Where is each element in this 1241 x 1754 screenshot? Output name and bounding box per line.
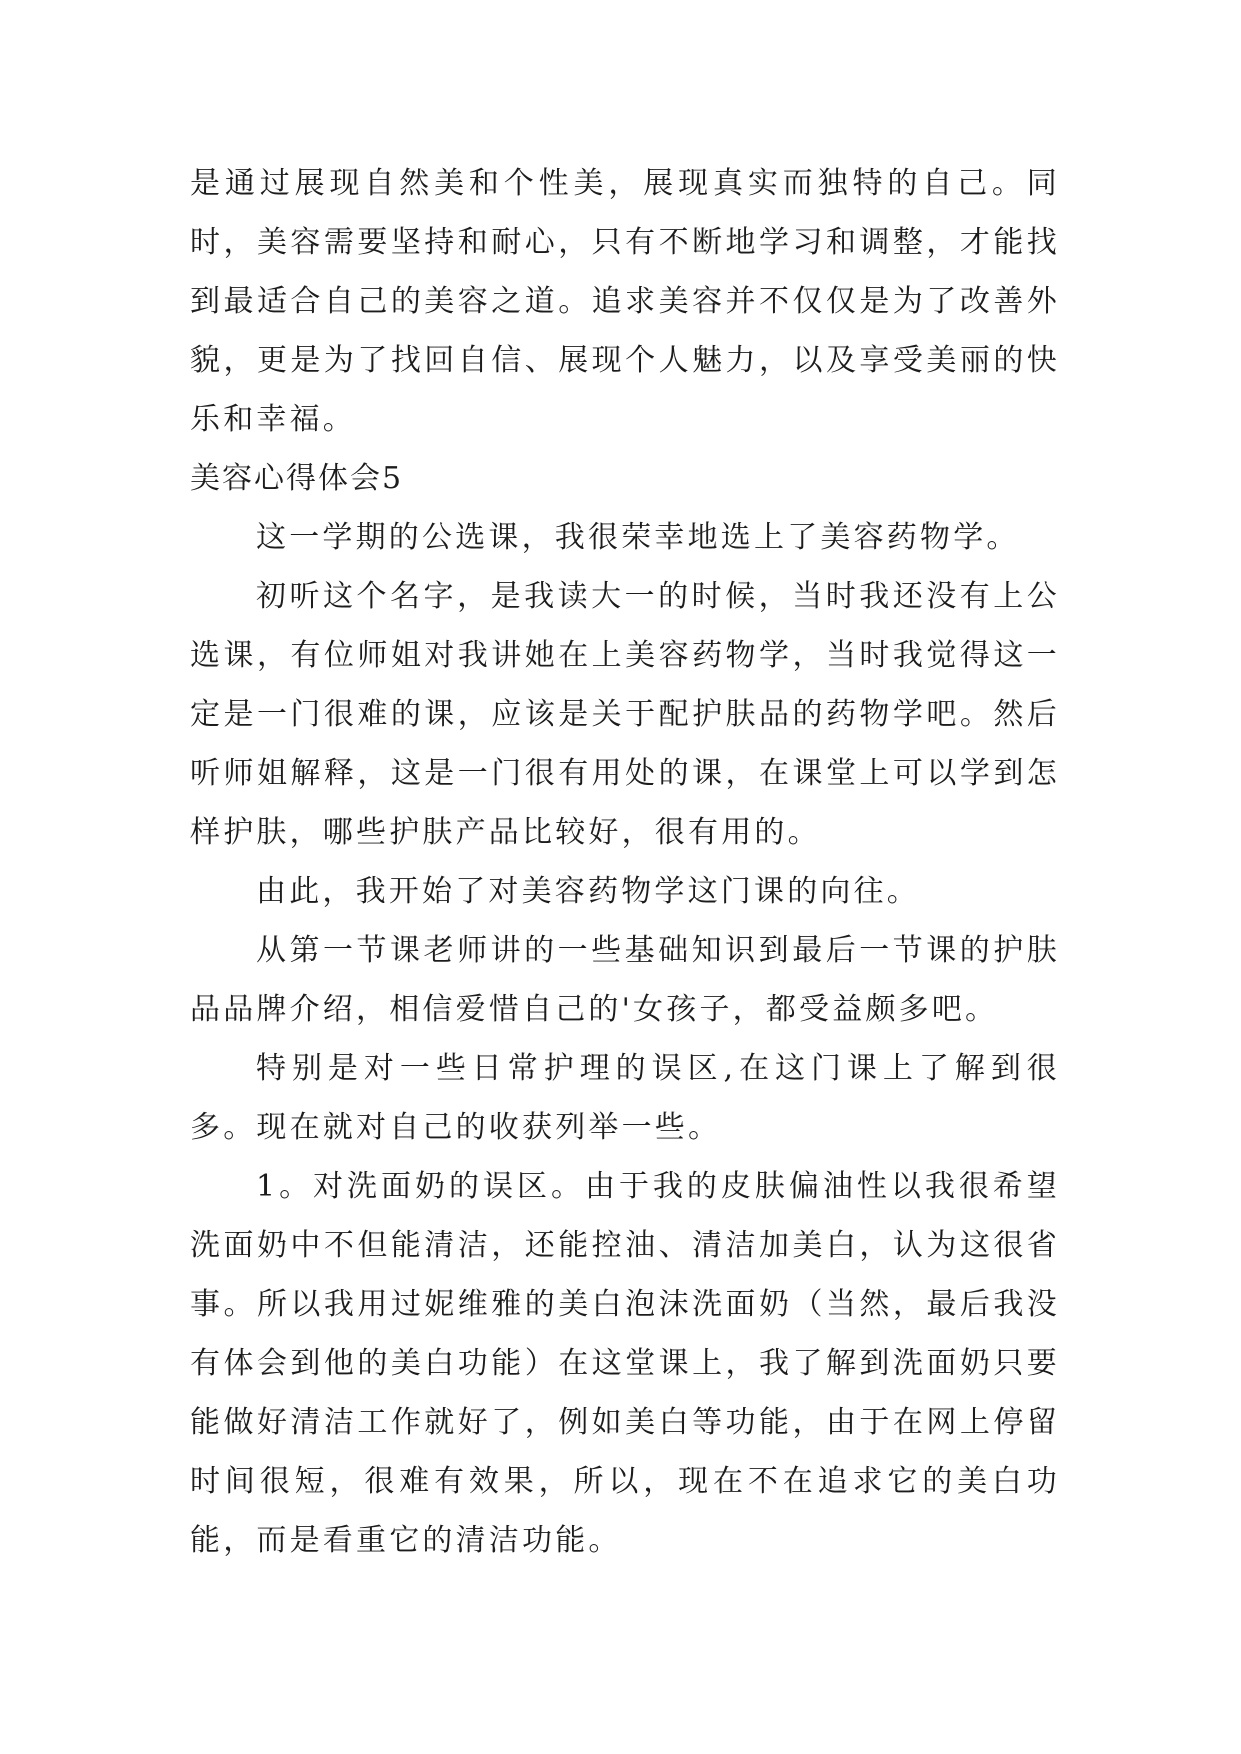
paragraph: 由此，我开始了对美容药物学这门课的向往。 [256, 874, 920, 909]
paragraph: 从第一节课老师讲的一些基础知识到最后一节课的护肤品品牌介绍，相信爱惜自己的'女孩子，都受益颇多吧。 [190, 933, 1060, 1027]
document-body [190, 154, 1060, 1570]
paragraph: 初听这个名字，是我读大一的时候，当时我还没有上公选课，有位师姐对我讲她在上美容药物学，当时我觉得这一定是一门很难的课，应该是关于配护肤品的药物学吧。然后听师姐解释，这是一门很有用处的课，在课堂上可以学到怎样护肤，哪些护肤产品比较好，很有用的。 [190, 579, 1060, 850]
paragraph: 1。对洗面奶的误区。由于我的皮肤偏油性以我很希望洗面奶中不但能清洁，还能控油、清洁加美白，认为这很省事。所以我用过妮维雅的美白泡沫洗面奶（当然，最后我没有体会到他的美白功能）在这堂课上，我了解到洗面奶只要能做好清洁工作就好了，例如美白等功能，由于在网上停留时间很短，很难有效果，所以，现在不在追求它的美白功能，而是看重它的清洁功能。 [190, 1169, 1060, 1558]
paragraph: 特别是对一些日常护理的误区,在这门课上了解到很多。现在就对自己的收获列举一些。 [190, 1051, 1060, 1145]
section-heading: 美容心得体会5 [190, 461, 404, 496]
paragraph: 这一学期的公选课，我很荣幸地选上了美容药物学。 [256, 520, 1020, 555]
paragraph-continuation: 是通过展现自然美和个性美，展现真实而独特的自己。同时，美容需要坚持和耐心，只有不断地学习和调整，才能找到最适合自己的美容之道。追求美容并不仅仅是为了改善外貌，更是为了找回自信、展现个人魅力，以及享受美丽的快乐和幸福。 [190, 166, 1060, 437]
